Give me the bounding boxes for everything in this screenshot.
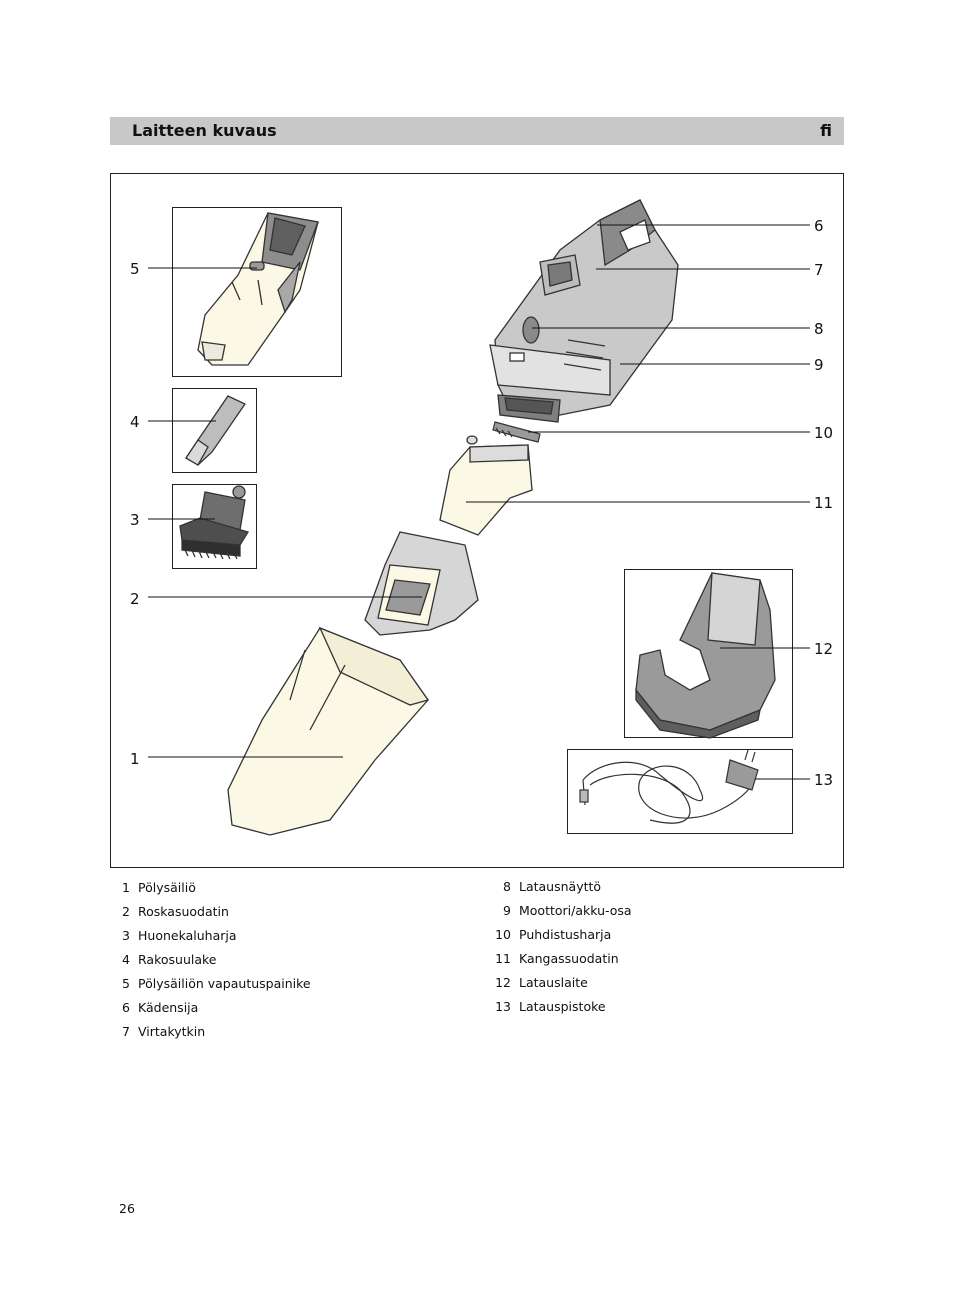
callout-11: 11 xyxy=(814,494,834,512)
page-number: 26 xyxy=(119,1201,135,1216)
callout-3: 3 xyxy=(130,511,140,529)
cloth-filter-drawing xyxy=(440,436,532,535)
crevice-nozzle-drawing xyxy=(186,396,245,465)
charging-station-drawing xyxy=(636,573,775,738)
callout-7: 7 xyxy=(814,261,824,279)
callout-10: 10 xyxy=(814,424,834,442)
callout-5: 5 xyxy=(130,260,140,278)
callout-12: 12 xyxy=(814,640,834,658)
section-title: Laitteen kuvaus xyxy=(132,121,277,140)
callout-8: 8 xyxy=(814,320,824,338)
callout-6: 6 xyxy=(814,217,824,235)
motor-unit-drawing xyxy=(490,200,678,422)
callout-13: 13 xyxy=(814,771,834,789)
inset-box-13 xyxy=(568,750,793,834)
charging-plug-drawing xyxy=(580,750,758,823)
dust-container-drawing xyxy=(228,628,428,835)
callout-9: 9 xyxy=(814,356,824,374)
dirt-filter-drawing xyxy=(365,532,478,635)
furniture-brush-drawing xyxy=(180,486,248,559)
callout-4: 4 xyxy=(130,413,140,431)
callout-2: 2 xyxy=(130,590,140,608)
assembled-vacuum-drawing xyxy=(198,213,318,365)
callout-1: 1 xyxy=(130,750,140,768)
language-code: fi xyxy=(820,121,832,140)
